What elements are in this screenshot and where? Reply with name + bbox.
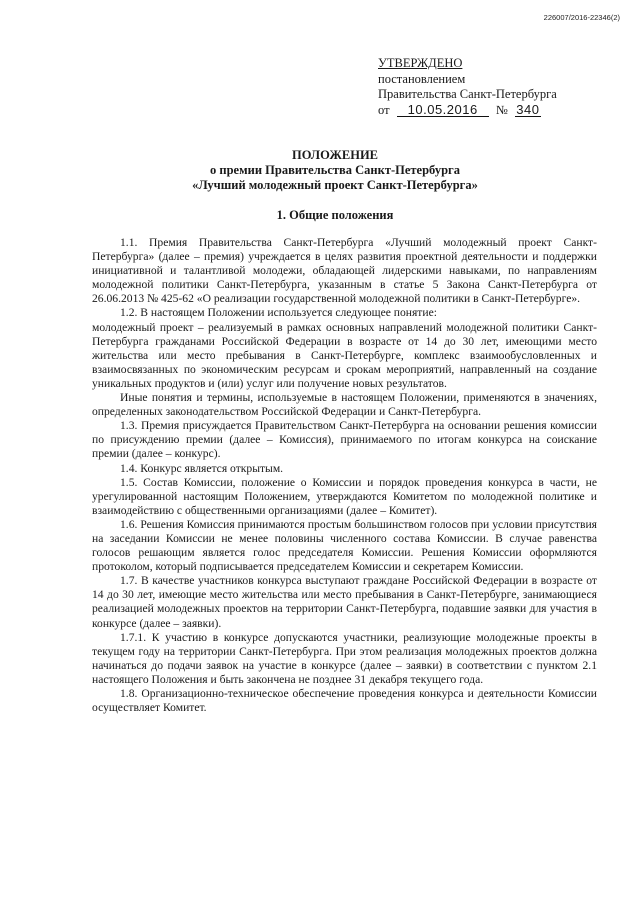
- paragraph-other-terms: Иные понятия и термины, используемые в настоящем Положении, применяются в значениях, определенных законодательством Российской Федерации и Санкт-Петербурга.: [92, 391, 597, 419]
- paragraph-definition: молодежный проект – реализуемый в рамках основных направлений молодежной политики Санкт-Петербурга гражданами Российской Федерации в возрасте от 14 до 30 лет, имеющими место жительства или место пребывания в Санкт-Петербурге, комплекс взаимообусловленных и взаимосвязанных по экономическим ресурсам и срокам мероприятий, направленный на создание уникальных продуктов и (или) услуг или получение новых результатов.: [92, 320, 597, 390]
- title-line-1: ПОЛОЖЕНИЕ: [291, 148, 379, 162]
- number-prefix: №: [495, 102, 508, 117]
- paragraph-1-7-1: 1.7.1. К участию в конкурсе допускаются участники, реализующие молодежные проекты в текущем году на территории Санкт-Петербурга. При этом реализация молодежных проектов должна начинаться до подачи заявок на участие в конкурсе (далее – заявки) в соответствии с пунктом 2.1 настоящего Положения и быть закончена не позднее 31 декабря текущего года.: [92, 630, 597, 686]
- paragraph-1-6: 1.6. Решения Комиссия принимаются простым большинством голосов при условии присутствия на заседании Комиссии не менее половины численного состава Комиссии. В случае равенства голосов решающим является голос председателя Комиссии. Решения Комиссии оформляются протоколом, который подписывается председателем Комиссии и секретарем Комиссии.: [92, 517, 597, 574]
- paragraph-1-8: 1.8. Организационно-техническое обеспечение проведения конкурса и деятельности Комиссии осуществляет Комитет.: [92, 687, 597, 715]
- paragraph-1-4: 1.4. Конкурс является открытым.: [120, 461, 284, 475]
- paragraph-1-2: 1.2. В настоящем Положении используется следующее понятие:: [120, 306, 437, 320]
- approval-title: УТВЕРЖДЕНО: [378, 56, 463, 70]
- date-prefix: от: [378, 102, 390, 117]
- section-heading: 1. Общие положения: [276, 208, 394, 222]
- approval-block: [378, 56, 618, 118]
- document-title: [50, 148, 620, 193]
- approval-line-government: Правительства Санкт-Петербурга: [378, 87, 557, 101]
- approval-number: 340: [516, 101, 540, 117]
- approval-date: 10.05.2016: [397, 103, 489, 117]
- paragraph-1-1: 1.1. Премия Правительства Санкт-Петербурга «Лучший молодежный проект Санкт-Петербурга» (далее – премия) учреждается в целях развития проектной деятельности и поддержки инициативной и талантливой молодежи, обладающей лидерскими навыками, по направлениям молодежной политики Санкт-Петербурга, указанным в статье 5 Закона Санкт-Петербурга от 26.06.2013 № 425-62 «О реализации государственной молодежной политики в Санкт-Петербурге».: [92, 236, 597, 306]
- approval-date-line: [378, 103, 618, 119]
- title-line-3: «Лучший молодежный проект Санкт-Петербурга»: [192, 178, 478, 192]
- paragraph-1-5: 1.5. Состав Комиссии, положение о Комиссии и порядок проведения конкурса в части, не урегулированной настоящим Положением, утверждаются Комитетом по молодежной политике и взаимодействию с общественными организациями (далее – Комитет).: [92, 475, 597, 517]
- title-line-2: о премии Правительства Санкт-Петербурга: [210, 163, 460, 177]
- paragraph-1-3: 1.3. Премия присуждается Правительством Санкт-Петербурга на основании решения комиссии по присуждению премии (далее – Комиссия), принимаемого по итогам конкурса на соискание премии (далее – конкурс).: [92, 419, 597, 461]
- document-body: [92, 236, 597, 715]
- approval-line-resolution: постановлением: [378, 71, 466, 86]
- paragraph-1-7: 1.7. В качестве участников конкурса выступают граждане Российской Федерации в возрасте от 14 до 30 лет, имеющие место жительства или место пребывания в Санкт-Петербурге, занимающиеся реализацией молодежных проектов на территории Санкт-Петербурга, подавшие заявки для участия в конкурсе (далее – заявки).: [92, 574, 597, 630]
- document-registration-number: 226007/2016-22346(2): [543, 13, 620, 22]
